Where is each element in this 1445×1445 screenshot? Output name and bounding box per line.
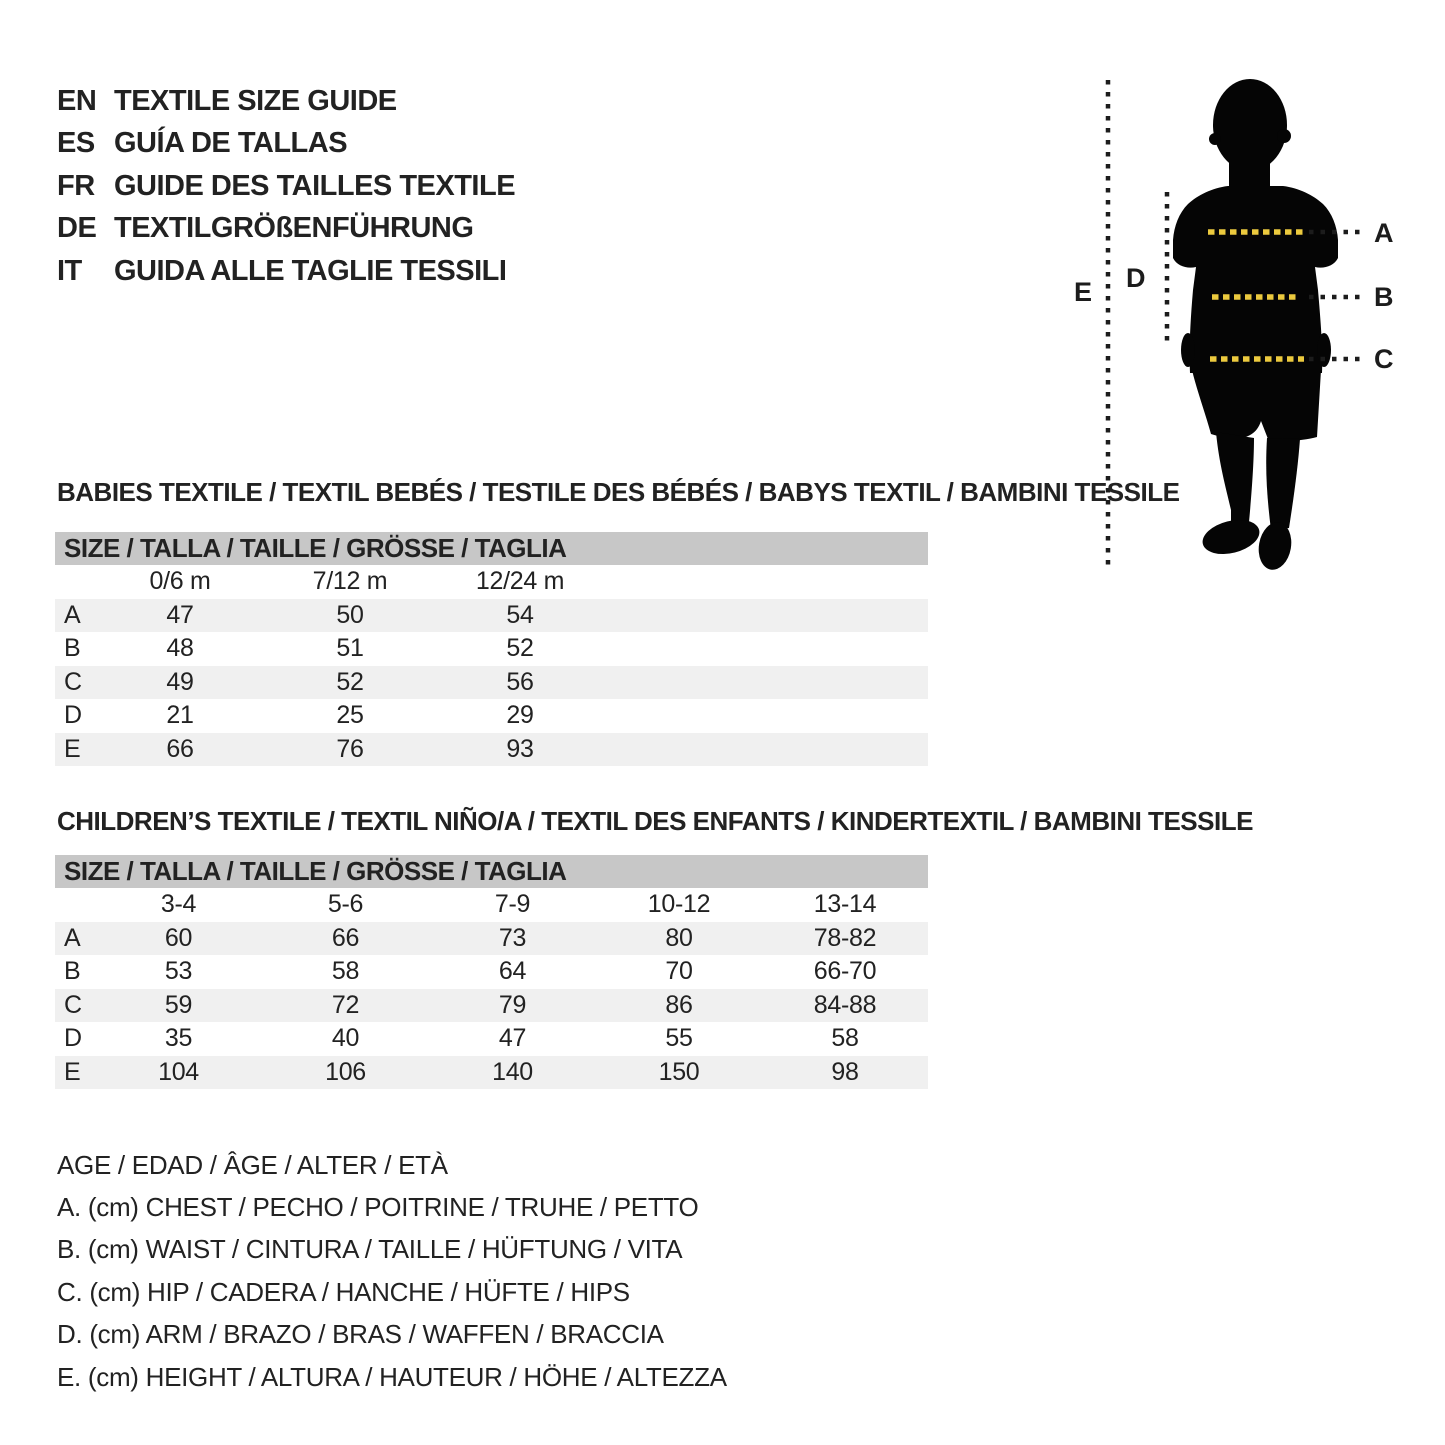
legend-age: AGE / EDAD / ÂGE / ALTER / ETÀ	[57, 1149, 448, 1180]
cell-value: 56	[506, 667, 534, 696]
lang-row-en	[57, 80, 515, 123]
measurement-legend	[57, 1144, 727, 1398]
babies-column-header-row	[55, 565, 928, 599]
cell-value: 79	[498, 990, 527, 1019]
table-row	[55, 632, 928, 666]
lang-title: GUIDE DES TAILLES TEXTILE	[114, 169, 516, 202]
cell-value: 140	[492, 1057, 533, 1086]
legend-arm: D. (cm) ARM / BRAZO / BRAS / WAFFEN / BRACCIA	[57, 1319, 664, 1350]
label-d: D	[1126, 263, 1146, 293]
lang-code: ES	[57, 127, 95, 160]
lang-code: DE	[57, 212, 97, 245]
column-header: 13-14	[813, 890, 877, 919]
cell-value: 66	[166, 734, 194, 763]
cell-value: 40	[331, 1024, 360, 1053]
cell-value: 25	[336, 701, 364, 730]
cell-value: 58	[331, 957, 360, 986]
children-column-header-row	[55, 888, 928, 922]
lang-title: GUIDA ALLE TAGLIE TESSILI	[114, 254, 507, 287]
row-label: E	[64, 1057, 81, 1086]
cell-value: 66	[331, 923, 360, 952]
column-header: 7/12 m	[312, 567, 388, 596]
column-header: 3-4	[160, 890, 197, 919]
cell-value: 84-88	[813, 990, 877, 1019]
cell-value: 58	[831, 1024, 859, 1053]
cell-value: 51	[336, 634, 364, 663]
cell-value: 53	[164, 957, 193, 986]
column-header: 12/24 m	[475, 567, 565, 596]
table-row	[55, 922, 928, 956]
legend-chest: A. (cm) CHEST / PECHO / POITRINE / TRUHE / PETTO	[57, 1192, 699, 1223]
row-label: D	[64, 701, 82, 730]
cell-value: 76	[336, 734, 364, 763]
table-row	[55, 1022, 928, 1056]
lang-title: TEXTILGRÖßENFÜHRUNG	[114, 212, 474, 245]
cell-value: 47	[498, 1024, 527, 1053]
babies-size-table	[55, 532, 928, 766]
cell-value: 66-70	[813, 957, 877, 986]
table-row	[55, 989, 928, 1023]
row-label: A	[64, 923, 81, 952]
cell-value: 55	[665, 1024, 693, 1053]
cell-value: 78-82	[813, 923, 877, 952]
children-size-table	[55, 855, 928, 1089]
cell-value: 21	[166, 701, 194, 730]
cell-value: 29	[506, 701, 534, 730]
cell-value: 104	[158, 1057, 199, 1086]
table-row	[55, 666, 928, 700]
row-label: A	[64, 600, 81, 629]
legend-waist: B. (cm) WAIST / CINTURA / TAILLE / HÜFTUNG / VITA	[57, 1234, 683, 1265]
cell-value: 52	[336, 667, 364, 696]
lang-title: TEXTILE SIZE GUIDE	[114, 84, 397, 117]
column-header: 7-9	[494, 890, 531, 919]
table-row	[55, 955, 928, 989]
lang-row-es	[57, 123, 515, 166]
babies-section-title: BABIES TEXTILE / TEXTIL BEBÉS / TESTILE DES BÉBÉS / BABYS TEXTIL / BAMBINI TESSILE	[57, 477, 1180, 507]
cell-value: 49	[166, 667, 194, 696]
lang-code: FR	[57, 169, 95, 202]
children-section-title: CHILDREN’S TEXTILE / TEXTIL NIÑO/A / TEXTIL DES ENFANTS / KINDERTEXTIL / BAMBINI TESSILE	[57, 806, 1253, 836]
row-label: B	[64, 957, 81, 986]
column-header: 0/6 m	[149, 567, 211, 596]
lang-code: IT	[57, 254, 82, 287]
row-label: E	[64, 734, 81, 763]
cell-value: 35	[164, 1024, 193, 1053]
row-label: D	[64, 1024, 82, 1053]
legend-hip: C. (cm) HIP / CADERA / HANCHE / HÜFTE / HIPS	[57, 1276, 630, 1307]
cell-value: 48	[166, 634, 194, 663]
table-row	[55, 1056, 928, 1090]
lang-row-fr	[57, 165, 515, 208]
label-b: B	[1374, 282, 1394, 312]
cell-value: 86	[665, 990, 693, 1019]
column-header: 10-12	[647, 890, 711, 919]
lang-title: GUÍA DE TALLAS	[114, 127, 348, 160]
cell-value: 70	[665, 957, 693, 986]
child-silhouette	[1173, 79, 1338, 572]
row-label: C	[64, 990, 82, 1019]
cell-value: 59	[164, 990, 193, 1019]
cell-value: 150	[658, 1057, 700, 1086]
table-row	[55, 733, 928, 767]
cell-value: 93	[506, 734, 534, 763]
cell-value: 73	[498, 923, 527, 952]
cell-value: 47	[166, 600, 194, 629]
cell-value: 80	[665, 923, 693, 952]
children-size-header-bar: SIZE / TALLA / TAILLE / GRÖSSE / TAGLIA	[55, 855, 928, 888]
label-a: A	[1374, 218, 1394, 248]
row-label: B	[64, 634, 81, 663]
cell-value: 72	[331, 990, 360, 1019]
lang-code: EN	[57, 84, 97, 117]
lang-row-de	[57, 208, 515, 251]
cell-value: 54	[506, 600, 534, 629]
label-e: E	[1074, 277, 1093, 307]
row-label: C	[64, 667, 82, 696]
legend-height: E. (cm) HEIGHT / ALTURA / HAUTEUR / HÖHE / ALTEZZA	[57, 1361, 727, 1392]
language-title-block	[57, 80, 515, 293]
babies-size-header-bar: SIZE / TALLA / TAILLE / GRÖSSE / TAGLIA	[55, 532, 928, 565]
cell-value: 52	[506, 634, 534, 663]
cell-value: 98	[831, 1057, 859, 1086]
column-header: 5-6	[327, 890, 364, 919]
cell-value: 60	[164, 923, 193, 952]
label-c: C	[1374, 344, 1394, 374]
table-row	[55, 699, 928, 733]
cell-value: 50	[336, 600, 364, 629]
table-row	[55, 599, 928, 633]
cell-value: 106	[325, 1057, 366, 1086]
cell-value: 64	[498, 957, 527, 986]
lang-row-it	[57, 250, 515, 293]
